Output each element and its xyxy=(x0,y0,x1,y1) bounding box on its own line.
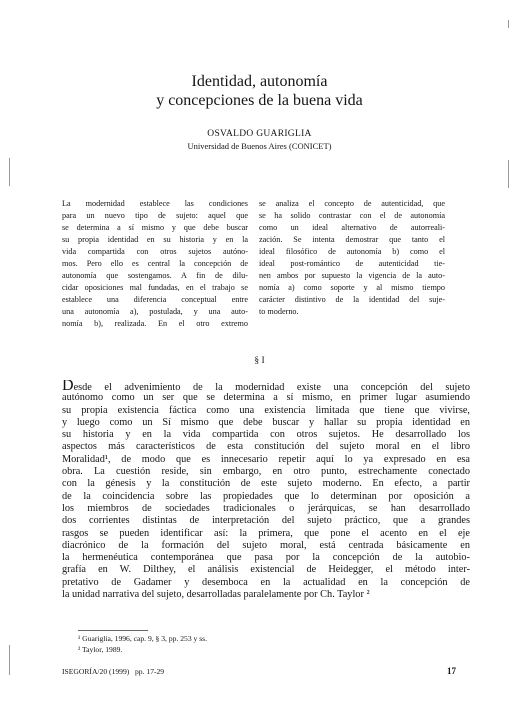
abstract-line: nomía a) como soporte y al mismo tiempo xyxy=(259,283,445,292)
body-line: grafía en W. Dilthey, el análisis existencial de Heidegger, el método inter- xyxy=(62,564,470,576)
footer-journal xyxy=(62,667,164,676)
article-title-line-2: y concepciones de la buena vida xyxy=(156,92,363,109)
author-affiliation: Universidad de Buenos Aires (CONICET) xyxy=(187,141,332,151)
abstract-line: para un nuevo tipo de sujeto: aquel que xyxy=(62,211,248,220)
abstract-line: su propia identidad en su historia y en la xyxy=(62,235,248,244)
abstract-line: una autonomía a), postulada, y una auto- xyxy=(62,307,248,316)
body-line: de la coincidencia sobre las propiedades que lo determinan por oposición a xyxy=(62,490,470,502)
abstract-line: to moderno. xyxy=(259,307,299,316)
abstract-left-column xyxy=(62,198,248,330)
body-line: pretativo de Gadamer y desemboca en la actualidad en la concepción de xyxy=(62,576,470,588)
article-title-line-1: Identidad, autonomía xyxy=(191,73,328,90)
abstract-line: vida compartida con otros sujetos autóno- xyxy=(62,247,248,256)
body-line: la hermenéutica contemporánea que pasa por la concepción de la autobio- xyxy=(62,552,470,564)
abstract-line: ideal post-romántico de autenticidad tie- xyxy=(259,259,445,268)
abstract-right-column xyxy=(259,198,445,318)
footnote-1: ¹ Guariglia, 1996, cap. 9, § 3, pp. 253 y ss. xyxy=(78,634,208,643)
margin-mark-left-bottom xyxy=(9,645,10,675)
body-line: su historia y en la vida compartida con otros sujetos. He desarrollado los xyxy=(62,429,470,441)
body-line-first xyxy=(62,380,470,392)
body-line: autónomo como un ser que se determina a sí mismo, en primer lugar asumiendo xyxy=(62,392,470,404)
footer-journal-name: ISEGORÍA/20 (1999) xyxy=(62,667,130,676)
body-line: aspectos más característicos de esta constitución del sujeto moral en el libro xyxy=(62,441,470,453)
body-line: los miembros de sociedades tradicionales o jerárquicas, se han desarrollado xyxy=(62,502,470,514)
body-line: su propia existencia fáctica como una existencia limitada que tiene que vivirse, xyxy=(62,404,470,416)
drop-cap: D xyxy=(62,380,74,393)
abstract-line: se ha solido contrastar con el de autonomía xyxy=(259,211,445,220)
abstract-line: ideal filosófico de autonomía b) como el xyxy=(259,247,445,256)
margin-mark-right-top xyxy=(508,20,509,28)
abstract-line: autonomía que sostengamos. A fin de dilu- xyxy=(62,271,248,280)
abstract-line: nen ambos por supuesto la vigencia de la auto- xyxy=(259,271,445,280)
footnote-rule xyxy=(78,630,148,631)
abstract-line: mos. Pero ello es central la concepción de xyxy=(62,259,248,268)
footer-pages: pp. 17-29 xyxy=(135,667,165,676)
body-line: y luego como un Sí mismo que debe buscar y hallar su propia identidad en xyxy=(62,416,470,428)
body-line: diacrónico de la formación del sujeto moral, está centrada básicamente en xyxy=(62,539,470,551)
abstract-line: como un ideal alternativo de autorreali- xyxy=(259,223,445,232)
body-line: con la génesis y la constitución de este sujeto moderno. En efecto, a partir xyxy=(62,478,470,490)
abstract-line: nomía b), realizada. En el otro extremo xyxy=(62,319,248,328)
body-line: dos corrientes distintas de interpretación del sujeto práctico, que a grandes xyxy=(62,515,470,527)
body-text xyxy=(62,380,470,601)
abstract-line: La modernidad establece las condiciones xyxy=(62,199,248,208)
abstract-line: se analiza el concepto de autenticidad, que xyxy=(259,199,445,208)
body-line: esde el advenimiento de la modernidad existe una concepción del sujeto xyxy=(73,382,470,393)
footnote-2: ² Taylor, 1989. xyxy=(78,645,123,654)
body-line: rasgos se pueden identificar así: la primera, que pone el acento en el eje xyxy=(62,527,470,539)
body-line: la unidad narrativa del sujeto, desarrolladas paralelamente por Ch. Taylor ² xyxy=(62,589,370,601)
abstract-line: cidar oposiciones mal fundadas, en el trabajo se xyxy=(62,283,248,292)
abstract-line: se determina a sí mismo y que debe buscar xyxy=(62,223,248,232)
section-heading: § I xyxy=(254,356,265,366)
body-line: Moralidad¹, de modo que es innecesario repetir aquí lo ya expresado en esa xyxy=(62,453,470,465)
margin-mark-left xyxy=(9,158,10,186)
page-number: 17 xyxy=(447,666,456,676)
margin-mark-right xyxy=(508,160,509,188)
abstract-line: zación. Se intenta demostrar que tanto el xyxy=(259,235,445,244)
abstract-line: establece una diferencia conceptual entre xyxy=(62,295,248,304)
abstract-line: carácter distintivo de la identidad del suje- xyxy=(259,295,445,304)
author-name: OSVALDO GUARIGLIA xyxy=(207,129,312,139)
body-line: obra. La cuestión reside, sin embargo, en otro punto, estrechamente conectado xyxy=(62,466,470,478)
